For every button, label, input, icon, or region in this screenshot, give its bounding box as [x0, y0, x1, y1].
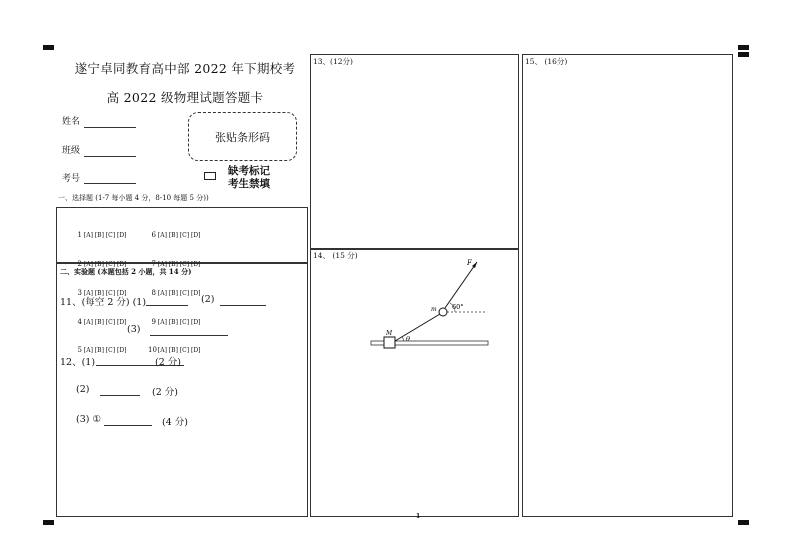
label-M: M: [386, 330, 393, 337]
label-theta: θ: [406, 335, 410, 343]
mc-number: 2: [77, 259, 82, 268]
mc-options[interactable]: [A] [B] [C] [D]: [83, 289, 127, 297]
q12-3-score: (4 分): [162, 417, 188, 428]
school-title: 遂宁卓同教育高中部 2022 年下期校考: [74, 61, 296, 76]
absent-line-2: 考生禁填: [228, 178, 270, 190]
ball-m: [439, 308, 447, 316]
mc-options[interactable]: [A] [B] [C] [D]: [83, 260, 127, 268]
mc-number: 8: [151, 288, 156, 297]
absent-mark-text: [228, 165, 270, 191]
string-line: [395, 314, 440, 341]
name-field[interactable]: [84, 127, 136, 128]
mc-row-1[interactable]: [74, 231, 127, 241]
absent-line-1: 缺考标记: [228, 165, 270, 177]
q13-header: 13、(12分): [313, 57, 353, 66]
alignment-mark-top-right-2: [738, 52, 749, 57]
q12-answer-2[interactable]: [100, 395, 140, 396]
mc-options[interactable]: [A] [B] [C] [D]: [157, 260, 201, 268]
exam-title: 高 2022 级物理试题答题卡: [106, 90, 264, 105]
page-marker: 1: [416, 513, 421, 520]
q12-2-score: (2 分): [152, 387, 178, 398]
q12-part3-label: (3) ①: [76, 414, 101, 425]
angle-theta-arc: [402, 337, 404, 341]
class-label: 班级: [62, 146, 81, 156]
class-field[interactable]: [84, 156, 136, 157]
mc-number: 7: [151, 259, 156, 268]
alignment-mark-top-right-1: [738, 45, 749, 50]
q15-answer-box[interactable]: [522, 54, 733, 517]
exam-number-field[interactable]: [84, 183, 136, 184]
section2-title: 二、实验题 (本题包括 2 小题，共 14 分): [60, 267, 192, 276]
alignment-mark-bottom-left: [43, 520, 54, 525]
q14-physics-diagram: [310, 248, 517, 515]
mc-options[interactable]: [A] [B] [C] [D]: [157, 232, 201, 240]
q11-part2-label: (2): [201, 294, 215, 305]
label-F: F: [467, 259, 472, 267]
q11-answer-3[interactable]: [150, 335, 228, 336]
mc-number: 6: [151, 231, 156, 240]
q12-1-score: (2 分): [155, 357, 181, 368]
mc-number: 9: [151, 317, 156, 326]
name-label: 姓名: [62, 117, 81, 127]
mc-options[interactable]: [A] [B] [C] [D]: [157, 289, 201, 297]
exam-number-label: 考号: [62, 174, 81, 184]
mc-number: 4: [77, 317, 82, 326]
q15-header: 15、 (16分): [525, 57, 568, 66]
mc-number: 1: [77, 231, 82, 240]
q11-answer-2[interactable]: [220, 305, 266, 306]
absent-checkbox[interactable]: [204, 172, 216, 180]
q14-header: 14、 (15 分): [313, 251, 358, 260]
mc-options[interactable]: [A] [B] [C] [D]: [157, 318, 201, 326]
mc-options[interactable]: [A] [B] [C] [D]: [83, 347, 127, 355]
q11-prefix: 11、(每空 2 分) (1): [60, 297, 147, 308]
section1-title: 一、选择题 (1-7 每小题 4 分，8-10 每题 5 分)): [58, 194, 209, 202]
mc-number: 5: [77, 346, 82, 355]
mc-options[interactable]: [A] [B] [C] [D]: [83, 232, 127, 240]
q11-answer-1[interactable]: [146, 305, 188, 306]
mc-number: 3: [77, 288, 82, 297]
barcode-label: 张贴条形码: [215, 130, 270, 144]
q12-part2-label: (2): [76, 384, 90, 395]
arrow-head-icon: [472, 262, 477, 268]
q12-answer-3[interactable]: [104, 425, 152, 426]
mc-options[interactable]: [A] [B] [C] [D]: [157, 347, 201, 355]
mc-row-6[interactable]: [148, 231, 201, 241]
force-F-arrow: [445, 262, 477, 308]
q13-answer-box[interactable]: [310, 54, 519, 250]
barcode-area: [188, 112, 297, 161]
mc-options[interactable]: [A] [B] [C] [D]: [83, 318, 127, 326]
label-60-degrees: 60°: [452, 303, 464, 311]
label-m: m: [431, 306, 437, 313]
alignment-mark-top-left: [43, 45, 54, 50]
mc-number: 10: [148, 346, 157, 355]
q11-part3-label: (3): [127, 324, 141, 335]
q12-prefix: 12、(1): [60, 357, 96, 368]
block-M: [384, 337, 395, 348]
alignment-mark-bottom-right: [738, 520, 749, 525]
